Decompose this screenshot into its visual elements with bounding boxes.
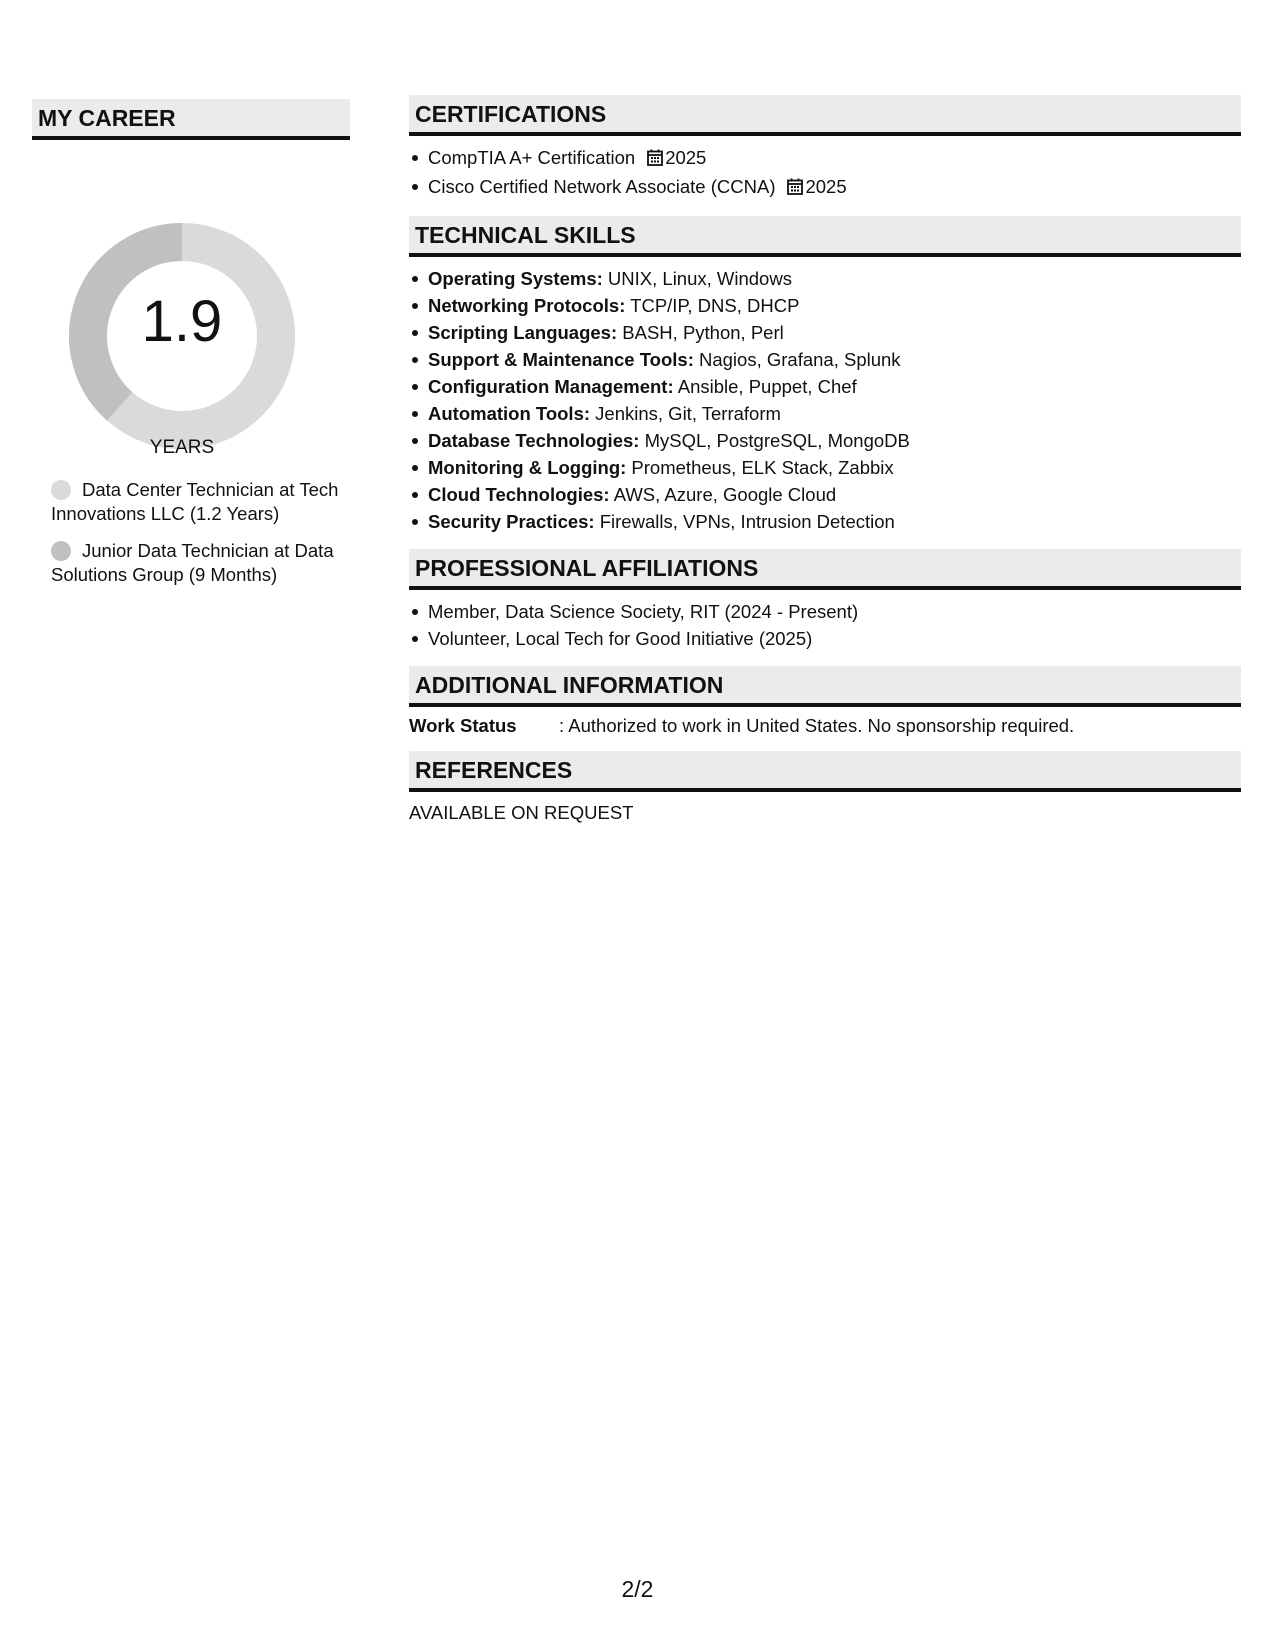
career-column (32, 99, 350, 600)
list-item (428, 265, 1241, 292)
list-item (428, 173, 1241, 202)
skill-label: Cloud Technologies: (428, 484, 610, 505)
list-item (428, 400, 1241, 427)
list-item (428, 319, 1241, 346)
list-item (428, 508, 1241, 535)
cert-name: Cisco Certified Network Associate (CCNA) (428, 176, 776, 197)
certifications-heading: CERTIFICATIONS (409, 95, 1241, 136)
skill-label: Automation Tools: (428, 403, 591, 424)
references-heading: REFERENCES (409, 751, 1241, 792)
list-item: Member, Data Science Society, RIT (2024 - Present) (428, 598, 1241, 625)
career-total-unit: YEARS (149, 437, 215, 458)
skills-list (409, 265, 1241, 535)
skill-label: Networking Protocols: (428, 295, 626, 316)
work-status-row (409, 715, 1241, 737)
skill-value: UNIX, Linux, Windows (602, 268, 792, 289)
page-number: 2/2 (621, 1576, 654, 1602)
skill-label: Scripting Languages: (428, 322, 618, 343)
affiliations-list (409, 598, 1241, 652)
calendar-icon (647, 146, 663, 173)
career-heading: MY CAREER (32, 99, 350, 140)
cert-year: 2025 (805, 176, 847, 197)
legend-dot-icon (51, 541, 71, 561)
skill-value: TCP/IP, DNS, DHCP (625, 295, 800, 316)
list-item (428, 144, 1241, 173)
list-item (428, 292, 1241, 319)
skill-value: AWS, Azure, Google Cloud (609, 484, 837, 505)
references-text: AVAILABLE ON REQUEST (409, 802, 634, 823)
skill-label: Security Practices: (428, 511, 595, 532)
legend-role-text: Junior Data Technician at Data Solutions Group (9 Months) (51, 540, 334, 585)
legend-item-role-1 (51, 478, 350, 526)
cert-name: CompTIA A+ Certification (428, 147, 636, 168)
list-item (428, 373, 1241, 400)
skill-value: Ansible, Puppet, Chef (673, 376, 857, 397)
list-item (428, 481, 1241, 508)
skill-label: Database Technologies: (428, 430, 640, 451)
list-item (428, 454, 1241, 481)
skill-value: MySQL, PostgreSQL, MongoDB (639, 430, 910, 451)
certifications-list (409, 144, 1241, 202)
additional-info-heading: ADDITIONAL INFORMATION (409, 666, 1241, 707)
cert-year: 2025 (665, 147, 707, 168)
affiliations-heading: PROFESSIONAL AFFILIATIONS (409, 549, 1241, 590)
skill-value: Jenkins, Git, Terraform (590, 403, 781, 424)
skill-value: BASH, Python, Perl (617, 322, 784, 343)
calendar-icon (787, 175, 803, 202)
career-legend (51, 478, 350, 587)
list-item: Volunteer, Local Tech for Good Initiative (2025) (428, 625, 1241, 652)
skill-label: Configuration Management: (428, 376, 674, 397)
skill-value: Prometheus, ELK Stack, Zabbix (626, 457, 894, 478)
career-total-value: 1.9 (141, 289, 223, 354)
skill-label: Operating Systems: (428, 268, 603, 289)
skill-value: Nagios, Grafana, Splunk (693, 349, 901, 370)
legend-role-text: Data Center Technician at Tech Innovations LLC (1.2 Years) (51, 479, 339, 524)
work-status-label: Work Status (409, 715, 517, 736)
skill-label: Monitoring & Logging: (428, 457, 627, 478)
list-item (428, 427, 1241, 454)
skill-value: Firewalls, VPNs, Intrusion Detection (594, 511, 895, 532)
main-column (409, 95, 1241, 824)
list-item (428, 346, 1241, 373)
legend-item-role-2 (51, 539, 350, 587)
skill-label: Support & Maintenance Tools: (428, 349, 694, 370)
legend-dot-icon (51, 480, 71, 500)
work-status-value: : Authorized to work in United States. No sponsorship required. (559, 715, 1075, 736)
career-donut-chart (67, 221, 297, 458)
skills-heading: TECHNICAL SKILLS (409, 216, 1241, 257)
